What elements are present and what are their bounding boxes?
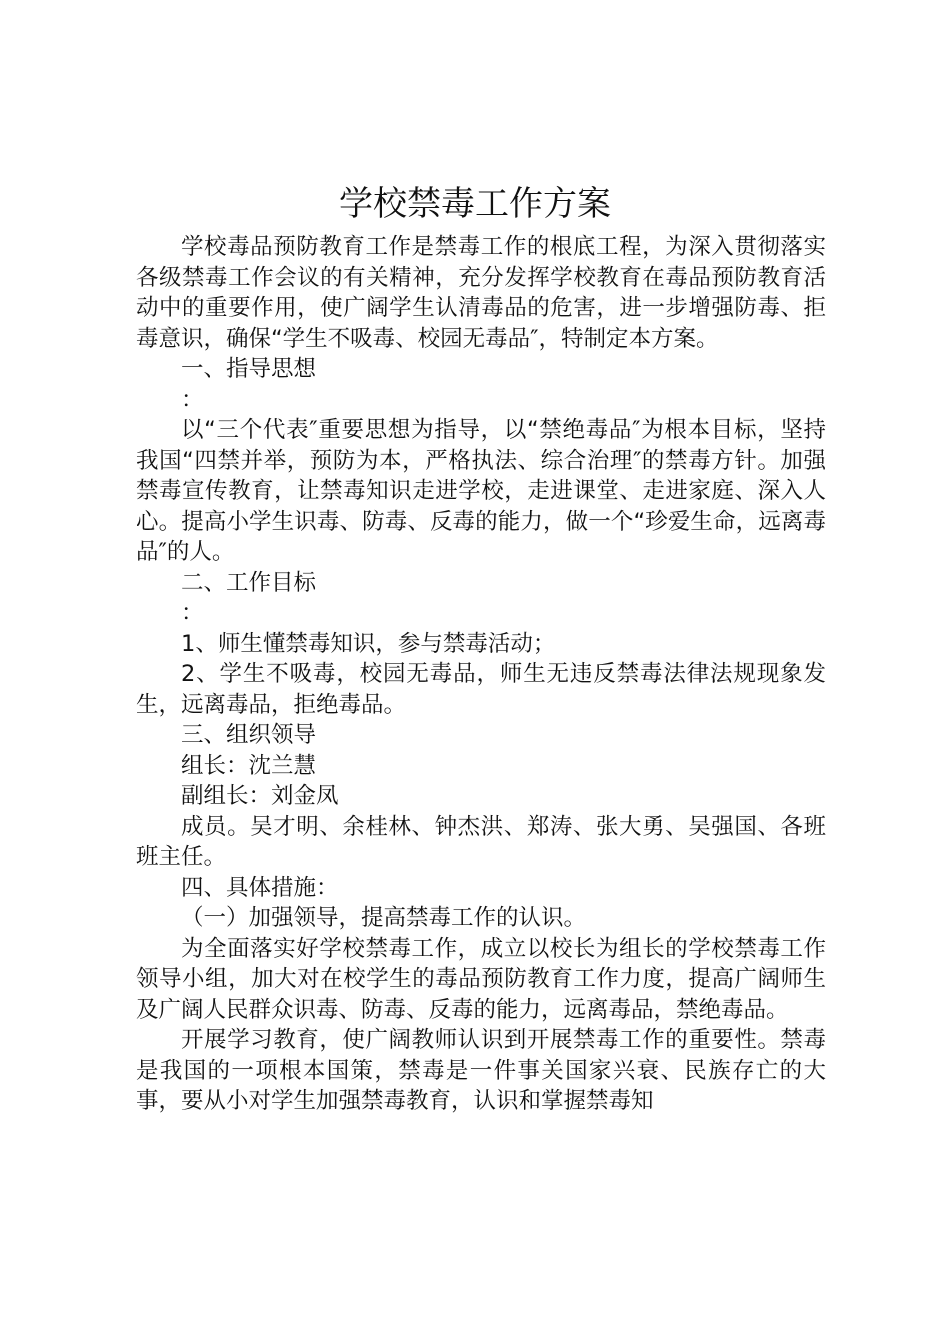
- group-leader-line: 组长：沈兰慧: [181, 752, 317, 779]
- subsection-heading-leadership: （一）加强领导，提高禁毒工作的认识。: [181, 905, 587, 931]
- education-paragraph: 开展学习教育，使广阔教师认识到开展禁毒工作的重要性。禁毒是我国的一项根本国策，禁毒是一件事关国家兴衰、民族存亡的大事，要从小对学生加强禁毒教育，认识和掌握禁毒知: [136, 1027, 826, 1114]
- section-heading-organization: 三、组织领导: [181, 722, 317, 748]
- section-heading-guiding-ideology: 一、指导思想: [181, 356, 317, 382]
- deputy-leader-line: 副组长：刘金凤: [181, 783, 339, 809]
- section-heading-work-goals: 二、工作目标: [181, 569, 317, 596]
- goal-item-1: 1、师生懂禁毒知识，参与禁毒活动；: [181, 630, 556, 657]
- colon-line: ：: [181, 600, 204, 626]
- intro-paragraph: 学校毒品预防教育工作是禁毒工作的根底工程，为深入贯彻落实各级禁毒工作会议的有关精神，充分发挥学校教育在毒品预防教育活动中的重要作用，使广阔学生认清毒品的危害，进一步增强防毒、拒毒意识，确保“学生不吸毒、校园无毒品″，特制定本方案。: [136, 234, 826, 352]
- colon-line: ：: [181, 386, 204, 413]
- document-body: [136, 232, 826, 1117]
- members-line: 成员。吴才明、余桂林、钟杰洪、郑涛、张大勇、吴强国、各班班主任。: [136, 813, 826, 870]
- goal-item-2: 2、学生不吸毒，校园无毒品，师生无违反禁毒法律法规现象发生，远离毒品，拒绝毒品。: [136, 661, 826, 718]
- section-heading-measures: 四、具体措施：: [181, 874, 339, 901]
- document-title: 学校禁毒工作方案: [339, 184, 611, 224]
- leadership-paragraph: 为全面落实好学校禁毒工作，成立以校长为组长的学校禁毒工作领导小组，加大对在校学生的毒品预防教育工作力度，提高广阔师生及广阔人民群众识毒、防毒、反毒的能力，远离毒品，禁绝毒品。: [136, 935, 826, 1023]
- guiding-ideology-paragraph: 以“三个代表″重要思想为指导，以“禁绝毒品″为根本目标，坚持我国“四禁并举，预防为本，严格执法、综合治理″的禁毒方针。加强禁毒宣传教育，让禁毒知识走进学校，走进课堂、走进家庭、深入人心。提高小学生识毒、防毒、反毒的能力，做一个“珍爱生命，远离毒品″的人。: [136, 417, 826, 565]
